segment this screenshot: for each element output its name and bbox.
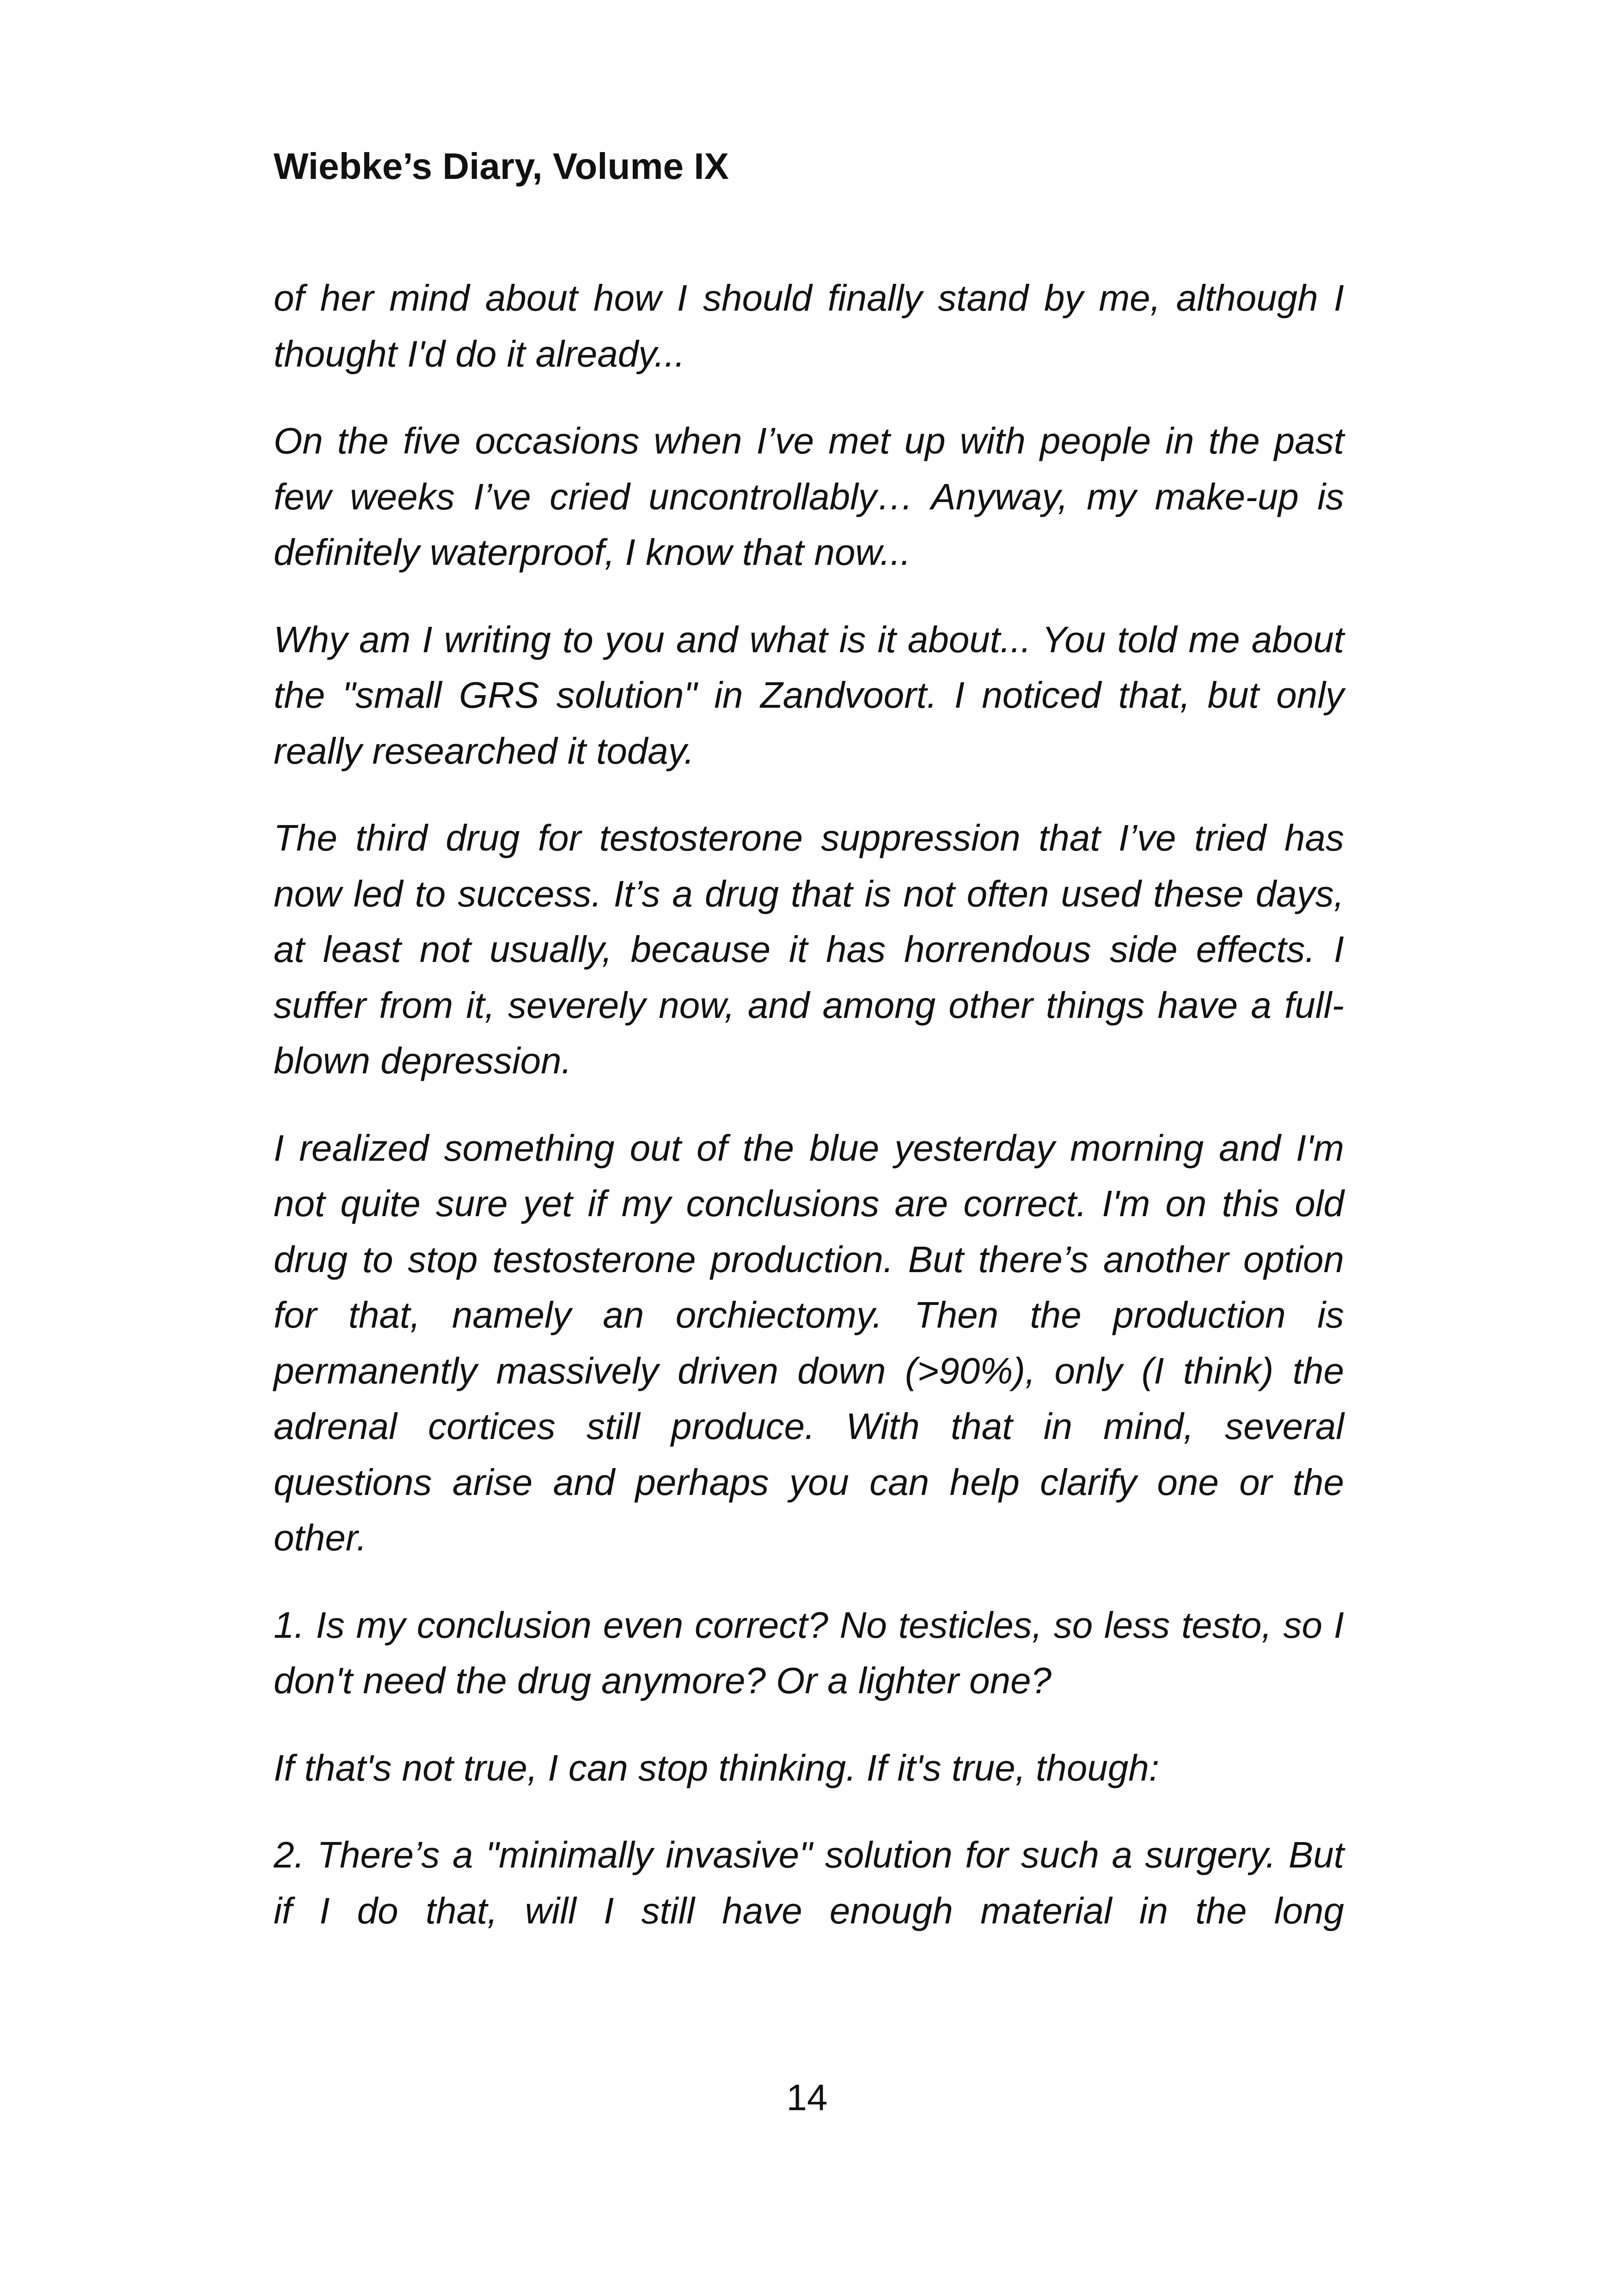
paragraph: of her mind about how I should finally stand by me, although I thought I'd do it already... bbox=[274, 277, 1344, 374]
paragraph: I realized something out of the blue yesterday morning and I'm not quite sure yet if my conclusions are correct. I'm on this old drug to stop testosterone production. But there’s another option for that, namely an orchiectomy. Then the production is permanently massively driven down (>90%), only (I think) the adrenal cortices still produce. With that in mind, several questions arise and perhaps you can help clarify one or the other. bbox=[274, 1127, 1344, 1558]
paragraph: 2. There’s a "minimally invasive" solution for such a surgery. But if I do that, will I still have enough material in the long bbox=[274, 1834, 1344, 1931]
paragraph: On the five occasions when I’ve met up with people in the past few weeks I’ve cried uncontrollably… Anyway, my make-up is definitely waterproof, I know that now... bbox=[274, 420, 1344, 573]
paragraph: The third drug for testosterone suppression that I’ve tried has now led to success. It’s a drug that is not often used these days, at least not usually, because it has horrendous side effects. I suffer from it, severely now, and among other things have a full- blown depression. bbox=[274, 817, 1344, 1081]
paragraph: 1. Is my conclusion even correct? No testicles, so less testo, so I don't need the drug anymore? Or a lighter one? bbox=[274, 1604, 1344, 1701]
paragraph: Why am I writing to you and what is it about... You told me about the "small GRS solution" in Zandvoort. I noticed that, but only really researched it today. bbox=[274, 618, 1344, 771]
running-header: Wiebke’s Diary, Volume IX bbox=[274, 146, 729, 187]
page-number: 14 bbox=[786, 2077, 828, 2118]
paragraph: If that's not true, I can stop thinking. If it's true, though: bbox=[274, 1747, 1160, 1788]
body-text bbox=[274, 270, 1344, 1939]
